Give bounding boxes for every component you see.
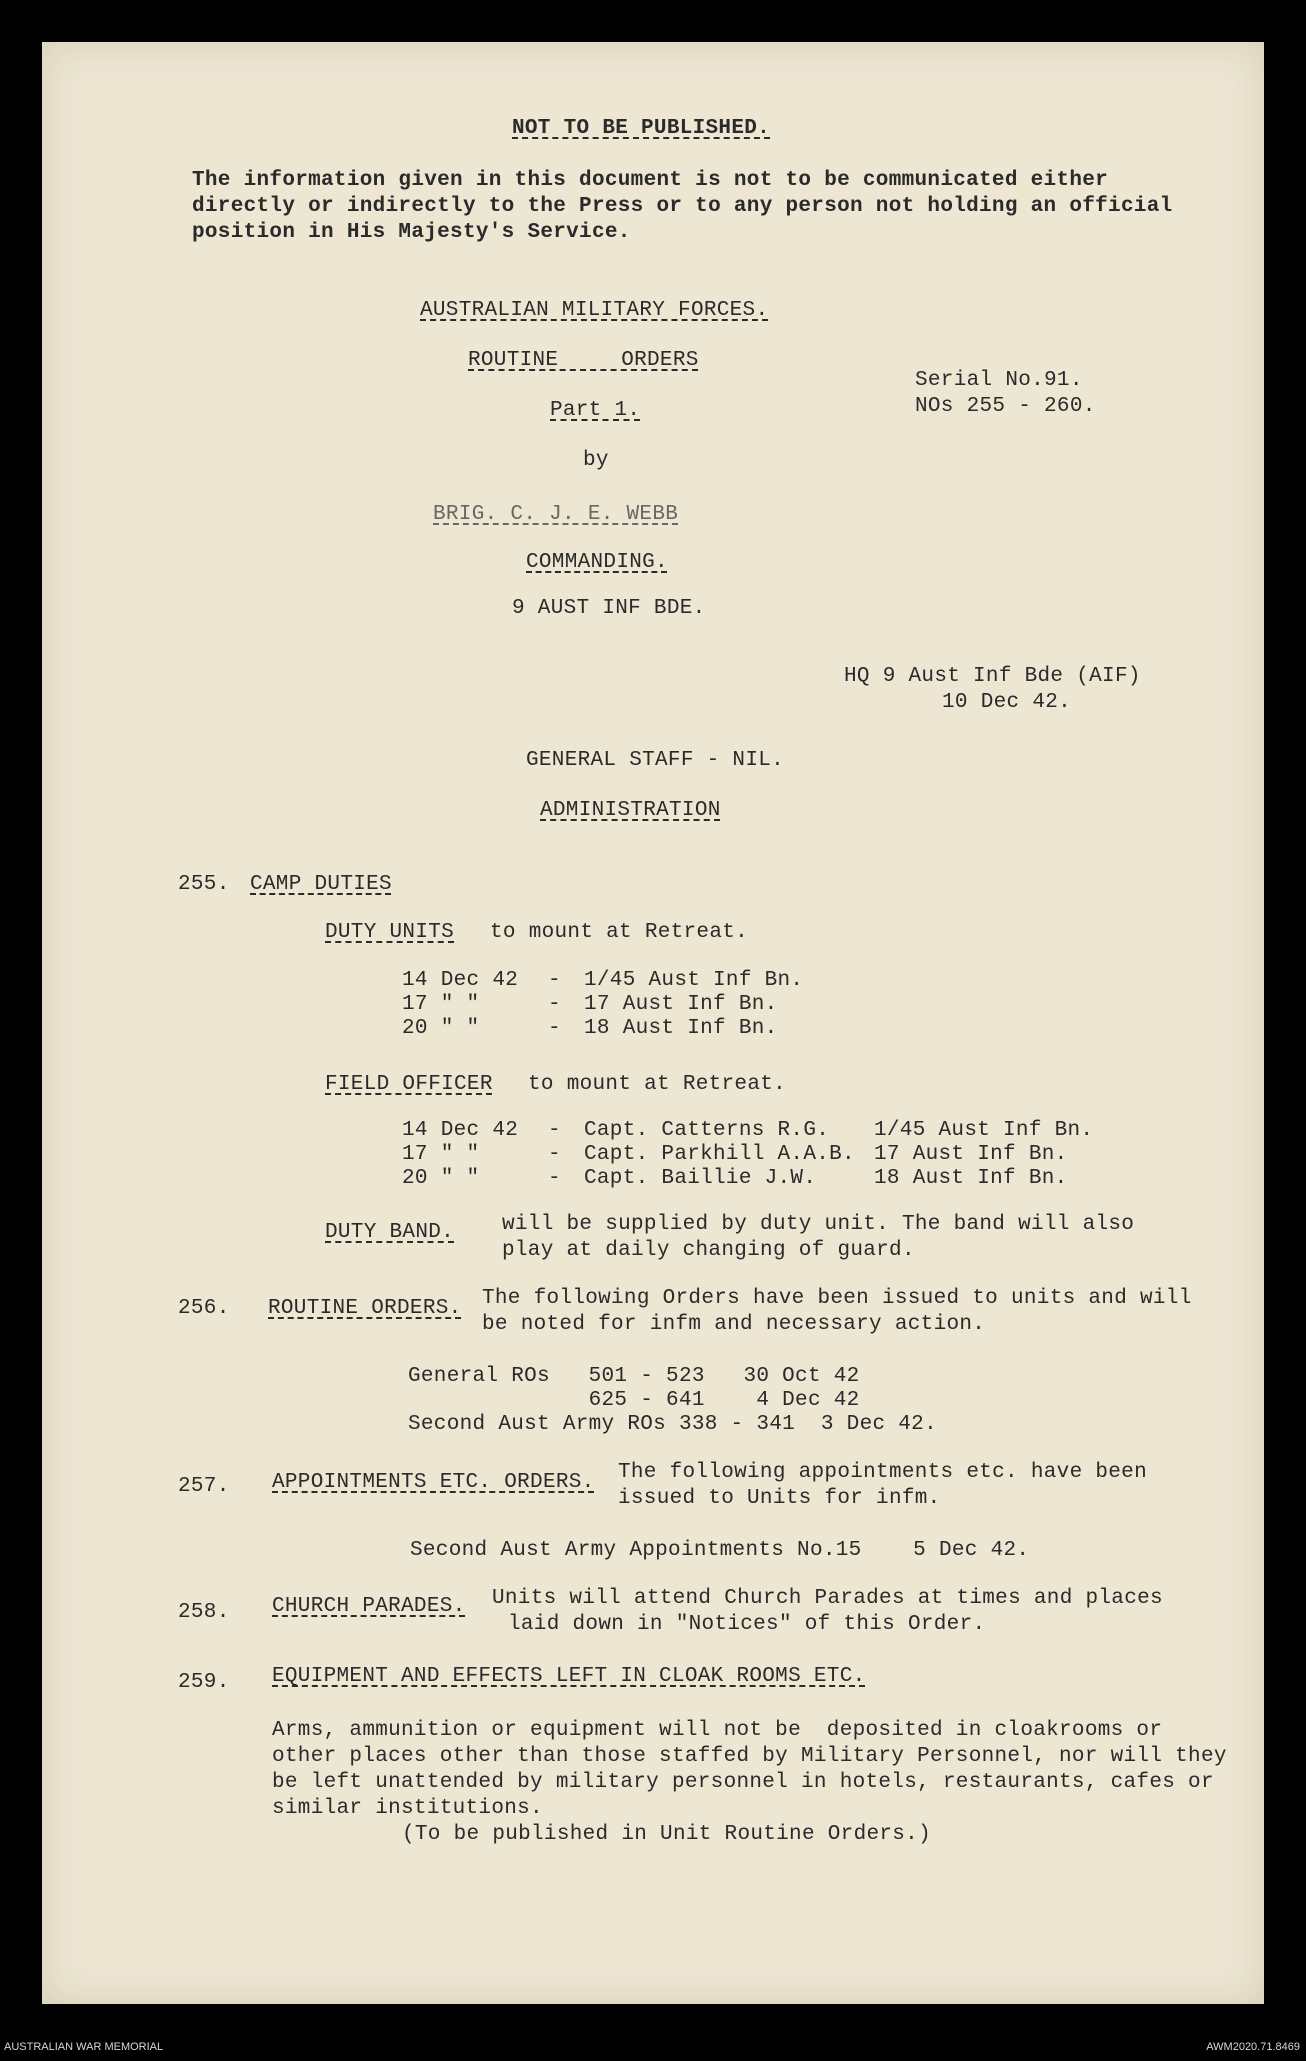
order-255-title: CAMP DUTIES [250, 873, 392, 896]
notice-line-3: position in His Majesty's Service. [192, 221, 631, 244]
order-259-text-1: Arms, ammunition or equipment will not be deposited in cloakrooms or [272, 1719, 1163, 1742]
duty-row-date: 14 Dec 42 [402, 969, 519, 992]
administration-heading: ADMINISTRATION [540, 799, 721, 822]
field-officer-heading: FIELD OFFICER [325, 1073, 493, 1096]
duty-row-dash: - [548, 969, 561, 992]
restriction-heading: NOT TO BE PUBLISHED. [512, 117, 771, 140]
field-officer-text: to mount at Retreat. [528, 1073, 787, 1096]
brigade-label: 9 AUST INF BDE. [512, 597, 706, 620]
footer-right: AWM2020.71.8469 [1206, 2041, 1300, 2053]
commander-name: BRIG. C. J. E. WEBB [433, 503, 679, 526]
order-256-number: 256. [178, 1297, 230, 1320]
order-257-text-2: issued to Units for infm. [618, 1487, 941, 1510]
duty-row-date: 17 " " [402, 993, 480, 1016]
order-256-row-3: Second Aust Army ROs 338 - 341 3 Dec 42. [408, 1413, 937, 1436]
duty-row-unit: 18 Aust Inf Bn. [584, 1017, 778, 1040]
hq-location: HQ 9 Aust Inf Bde (AIF) [844, 665, 1141, 688]
notice-line-2: directly or indirectly to the Press or to any person not holding an official [192, 195, 1173, 218]
footer-left: AUSTRALIAN WAR MEMORIAL [4, 2041, 164, 2053]
officer-row-date: 14 Dec 42 [402, 1119, 519, 1142]
order-259-note: (To be published in Unit Routine Orders.) [402, 1823, 931, 1846]
order-257-row: Second Aust Army Appointments No.15 5 Dec 42. [410, 1539, 1030, 1562]
duty-row-dash: - [548, 993, 561, 1016]
officer-row-dash: - [548, 1167, 561, 1190]
duty-units-heading: DUTY UNITS [325, 921, 455, 944]
order-256-title: ROUTINE ORDERS. [268, 1297, 462, 1320]
duty-row-unit: 17 Aust Inf Bn. [584, 993, 778, 1016]
order-numbers: NOs 255 - 260. [915, 395, 1096, 418]
order-256-row-2: 625 - 641 4 Dec 42 [408, 1389, 860, 1412]
order-257-text-1: The following appointments etc. have been [618, 1461, 1147, 1484]
notice-line-1: The information given in this document is not to be communicated either [192, 169, 1109, 192]
duty-band-text-2: play at daily changing of guard. [502, 1239, 915, 1262]
order-256-row-1: General ROs 501 - 523 30 Oct 42 [408, 1365, 860, 1388]
order-258-text-2: laid down in "Notices" of this Order. [508, 1613, 986, 1636]
part-label: Part 1. [550, 399, 641, 422]
forces-title: AUSTRALIAN MILITARY FORCES. [420, 299, 769, 322]
duty-row-dash: - [548, 1017, 561, 1040]
order-259-number: 259. [178, 1671, 230, 1694]
commanding-label: COMMANDING. [526, 551, 668, 574]
order-255-number: 255. [178, 873, 230, 896]
general-staff-heading: GENERAL STAFF - NIL. [526, 749, 785, 772]
order-259-text-2: other places other than those staffed by Military Personnel, nor will they [272, 1745, 1227, 1768]
officer-row-unit: 17 Aust Inf Bn. [874, 1143, 1068, 1166]
duty-units-text: to mount at Retreat. [490, 921, 749, 944]
officer-row-date: 17 " " [402, 1143, 480, 1166]
order-258-number: 258. [178, 1601, 230, 1624]
order-259-title: EQUIPMENT AND EFFECTS LEFT IN CLOAK ROOMS ETC. [272, 1665, 866, 1688]
officer-row-name: Capt. Catterns R.G. [584, 1119, 830, 1142]
officer-row-name: Capt. Parkhill A.A.B. [584, 1143, 855, 1166]
officer-row-name: Capt. Baillie J.W. [584, 1167, 817, 1190]
hq-date: 10 Dec 42. [942, 691, 1072, 714]
order-257-title: APPOINTMENTS ETC. ORDERS. [272, 1471, 595, 1494]
order-259-text-3: be left unattended by military personnel in hotels, restaurants, cafes or [272, 1771, 1214, 1794]
duty-band-heading: DUTY BAND. [325, 1221, 455, 1244]
officer-row-dash: - [548, 1143, 561, 1166]
document-page [42, 42, 1264, 2004]
duty-band-text-1: will be supplied by duty unit. The band will also [502, 1213, 1135, 1236]
duty-row-unit: 1/45 Aust Inf Bn. [584, 969, 804, 992]
officer-row-unit: 18 Aust Inf Bn. [874, 1167, 1068, 1190]
order-258-title: CHURCH PARADES. [272, 1595, 466, 1618]
order-256-text-2: be noted for infm and necessary action. [482, 1313, 986, 1336]
order-259-text-4: similar institutions. [272, 1797, 543, 1820]
serial-number: Serial No.91. [915, 369, 1083, 392]
officer-row-date: 20 " " [402, 1167, 480, 1190]
by-label: by [583, 449, 609, 472]
order-256-text-1: The following Orders have been issued to units and will [482, 1287, 1192, 1310]
orders-title: ROUTINE ORDERS [468, 349, 699, 372]
officer-row-unit: 1/45 Aust Inf Bn. [874, 1119, 1094, 1142]
officer-row-dash: - [548, 1119, 561, 1142]
duty-row-date: 20 " " [402, 1017, 480, 1040]
order-257-number: 257. [178, 1475, 230, 1498]
order-258-text-1: Units will attend Church Parades at times and places [492, 1587, 1163, 1610]
